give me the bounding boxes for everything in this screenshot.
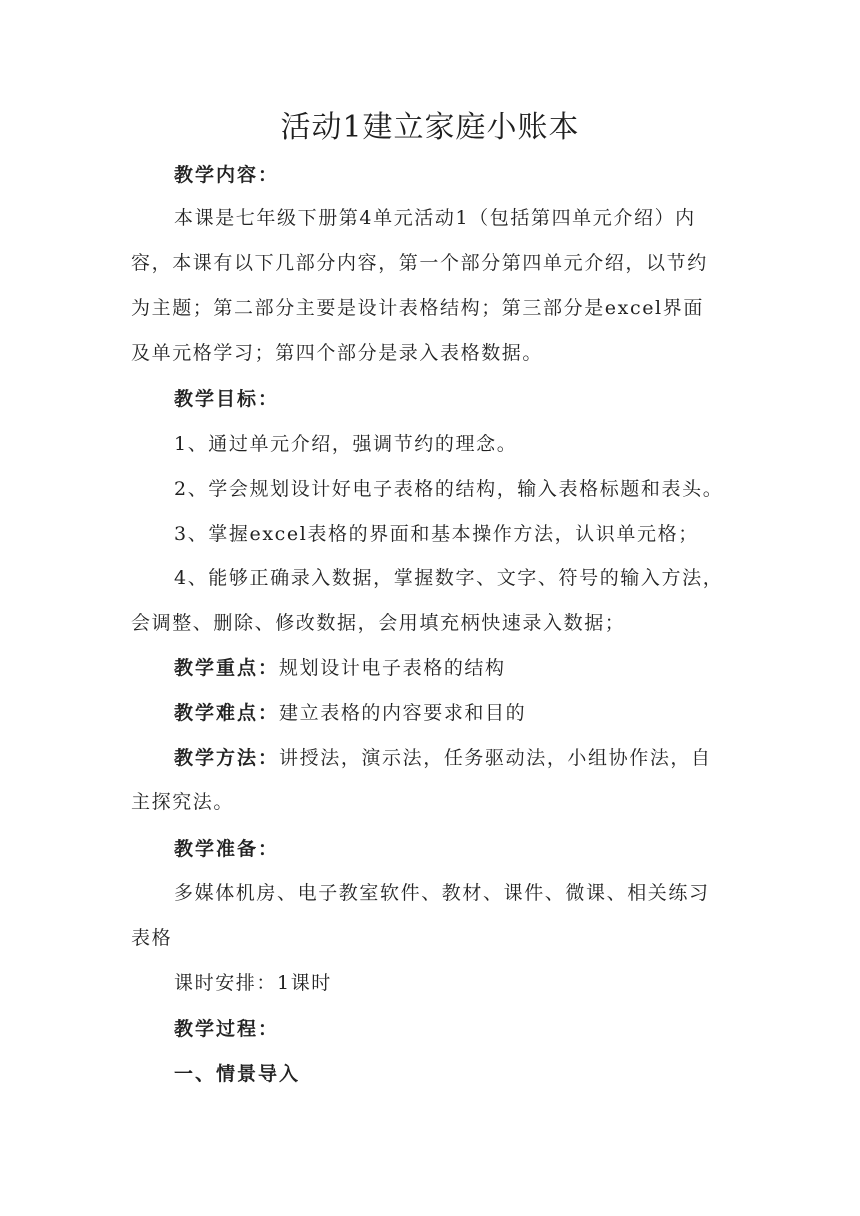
- process-section-1: 一、情景导入: [174, 1063, 301, 1085]
- key-point-label: 教学重点：: [174, 657, 280, 679]
- goal-4-line-1: 4、能够正确录入数据，掌握数字、文字、符号的输入方法，: [174, 567, 724, 589]
- methods-text-line-2: 主探究法。: [131, 791, 235, 813]
- teaching-content-line-4: 及单元格学习；第四个部分是录入表格数据。: [131, 342, 544, 364]
- teaching-content-line-2: 容，本课有以下几部分内容，第一个部分第四单元介绍，以节约: [131, 252, 708, 274]
- methods-row: [174, 743, 712, 773]
- process-heading: 教学过程：: [174, 1018, 280, 1040]
- preparation-heading: 教学准备：: [174, 838, 280, 860]
- teaching-content-line-3: 为主题；第二部分主要是设计表格结构；第三部分是excel界面: [131, 297, 704, 319]
- schedule-text: 课时安排：1课时: [174, 972, 332, 994]
- preparation-line-1: 多媒体机房、电子教室软件、教材、课件、微课、相关练习: [174, 882, 710, 904]
- methods-text-line-1: 讲授法，演示法，任务驱动法，小组协作法，自: [279, 747, 712, 769]
- difficult-point-text: 建立表格的内容要求和目的: [279, 702, 527, 724]
- difficult-point-label: 教学难点：: [174, 702, 280, 724]
- key-point-text: 规划设计电子表格的结构: [279, 657, 506, 679]
- teaching-content-line-1: 本课是七年级下册第4单元活动1（包括第四单元介绍）内: [174, 207, 696, 229]
- key-point-row: [174, 653, 506, 683]
- teaching-goals-heading: 教学目标：: [174, 388, 280, 410]
- goal-2: 2、学会规划设计好电子表格的结构，输入表格标题和表头。: [174, 478, 724, 500]
- teaching-content-heading: 教学内容：: [174, 164, 280, 186]
- methods-label: 教学方法：: [174, 747, 280, 769]
- difficult-point-row: [174, 698, 526, 728]
- goal-3: 3、掌握excel表格的界面和基本操作方法，认识单元格；: [174, 523, 699, 545]
- preparation-line-2: 表格: [131, 927, 173, 949]
- document-title: 活动1建立家庭小账本: [280, 110, 580, 145]
- goal-1: 1、通过单元介绍，强调节约的理念。: [174, 433, 518, 455]
- goal-4-line-2: 会调整、删除、修改数据，会用填充柄快速录入数据；: [131, 612, 626, 634]
